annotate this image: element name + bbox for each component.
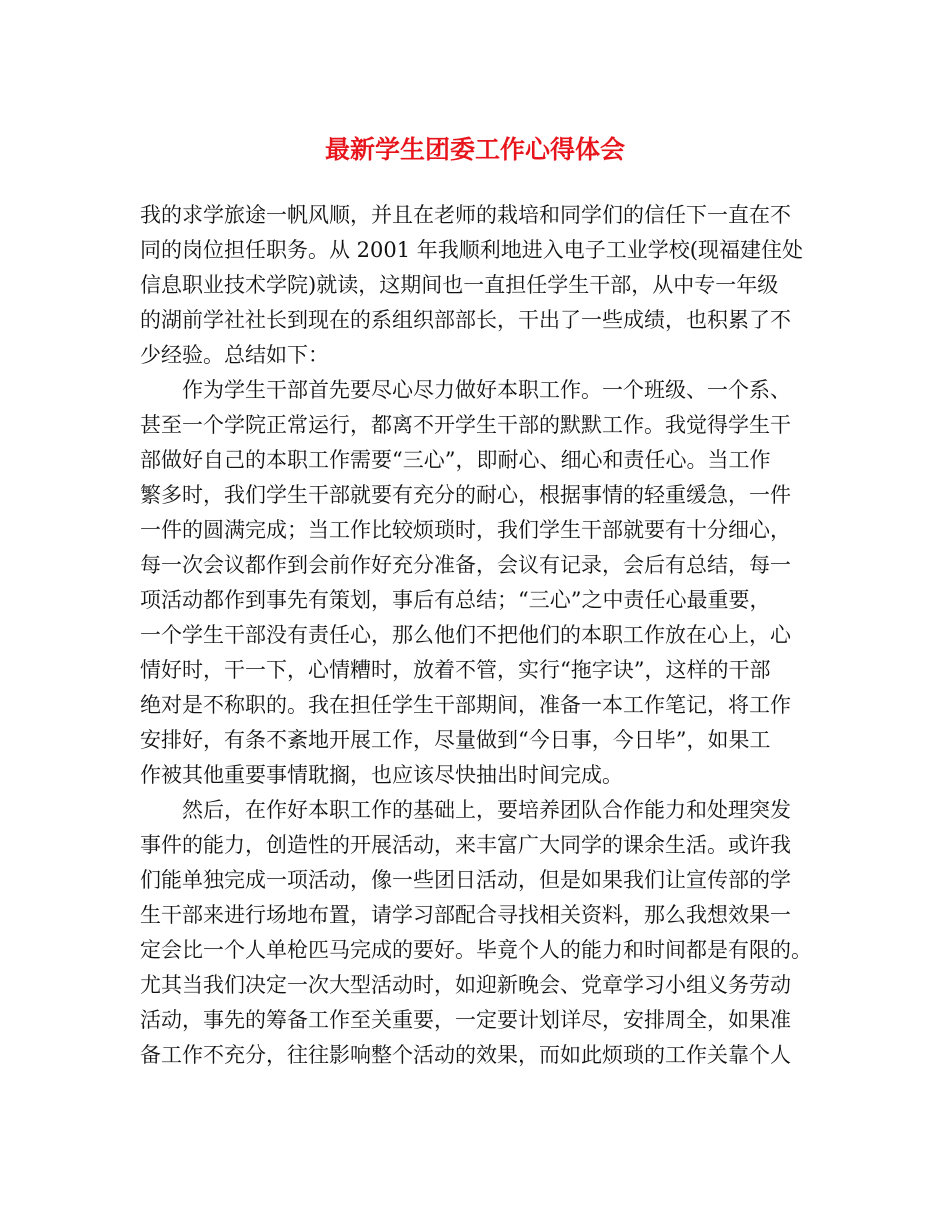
text-line: 的湖前学社社长到现在的系组织部部长，干出了一些成绩，也积累了不 bbox=[140, 308, 791, 332]
text-line: 作被其他重要事情耽搁，也应该尽快抽出时间完成。 bbox=[140, 763, 623, 787]
text-line: 事件的能力，创造性的开展活动，来丰富广大同学的课余生活。或许我 bbox=[140, 833, 791, 857]
text-line: 甚至一个学院正常运行，都离不开学生干部的默默工作。我觉得学生干 bbox=[140, 413, 791, 437]
text-line: 一件的圆满完成；当工作比较烦琐时，我们学生干部就要有十分细心， bbox=[140, 518, 791, 542]
text-line: 一个学生干部没有责任心，那么他们不把他们的本职工作放在心上，心 bbox=[140, 623, 791, 647]
text-line: 备工作不充分，往往影响整个活动的效果，而如此烦琐的工作关靠个人 bbox=[140, 1043, 791, 1067]
text-line: 我的求学旅途一帆风顺，并且在老师的栽培和同学们的信任下一直在不 bbox=[140, 203, 791, 227]
text-line: 少经验。总结如下： bbox=[140, 343, 329, 367]
document-body bbox=[140, 198, 818, 1073]
text-line: 生干部来进行场地布置，请学习部配合寻找相关资料，那么我想效果一 bbox=[140, 903, 791, 927]
text-line: 信息职业技术学院)就读，这期间也一直担任学生干部，从中专一年级 bbox=[140, 273, 779, 297]
text-line: 部做好自己的本职工作需要“三心”，即耐心、细心和责任心。当工作 bbox=[140, 448, 771, 472]
paragraph-first-line: 作为学生干部首先要尽心尽力做好本职工作。一个班级、一个系、 bbox=[182, 378, 791, 402]
text-line: 情好时，干一下，心情糟时，放着不管，实行“拖字诀”，这样的干部 bbox=[140, 658, 771, 682]
text-line: 繁多时，我们学生干部就要有充分的耐心，根据事情的轻重缓急，一件 bbox=[140, 483, 791, 507]
text-line: 活动，事先的筹备工作至关重要，一定要计划详尽，安排周全，如果准 bbox=[140, 1008, 791, 1032]
text-line: 每一次会议都作到会前作好充分准备，会议有记录，会后有总结，每一 bbox=[140, 553, 791, 577]
text-line: 同的岗位担任职务。从 2001 年我顺利地进入电子工业学校(现福建住处 bbox=[140, 238, 803, 262]
text-line: 安排好，有条不紊地开展工作，尽量做到“今日事，今日毕”，如果工 bbox=[140, 728, 771, 752]
text-line: 定会比一个人单枪匹马完成的要好。毕竟个人的能力和时间都是有限的。 bbox=[140, 938, 812, 962]
text-line: 项活动都作到事先有策划，事后有总结；“三心”之中责任心最重要， bbox=[140, 588, 771, 612]
paragraph-first-line: 然后，在作好本职工作的基础上，要培养团队合作能力和处理突发 bbox=[182, 798, 791, 822]
text-line: 尤其当我们决定一次大型活动时，如迎新晚会、党章学习小组义务劳动 bbox=[140, 973, 791, 997]
document-title: 最新学生团委工作心得体会 bbox=[324, 135, 625, 164]
text-line: 绝对是不称职的。我在担任学生干部期间，准备一本工作笔记，将工作 bbox=[140, 693, 791, 717]
text-line: 们能单独完成一项活动，像一些团日活动，但是如果我们让宣传部的学 bbox=[140, 868, 791, 892]
